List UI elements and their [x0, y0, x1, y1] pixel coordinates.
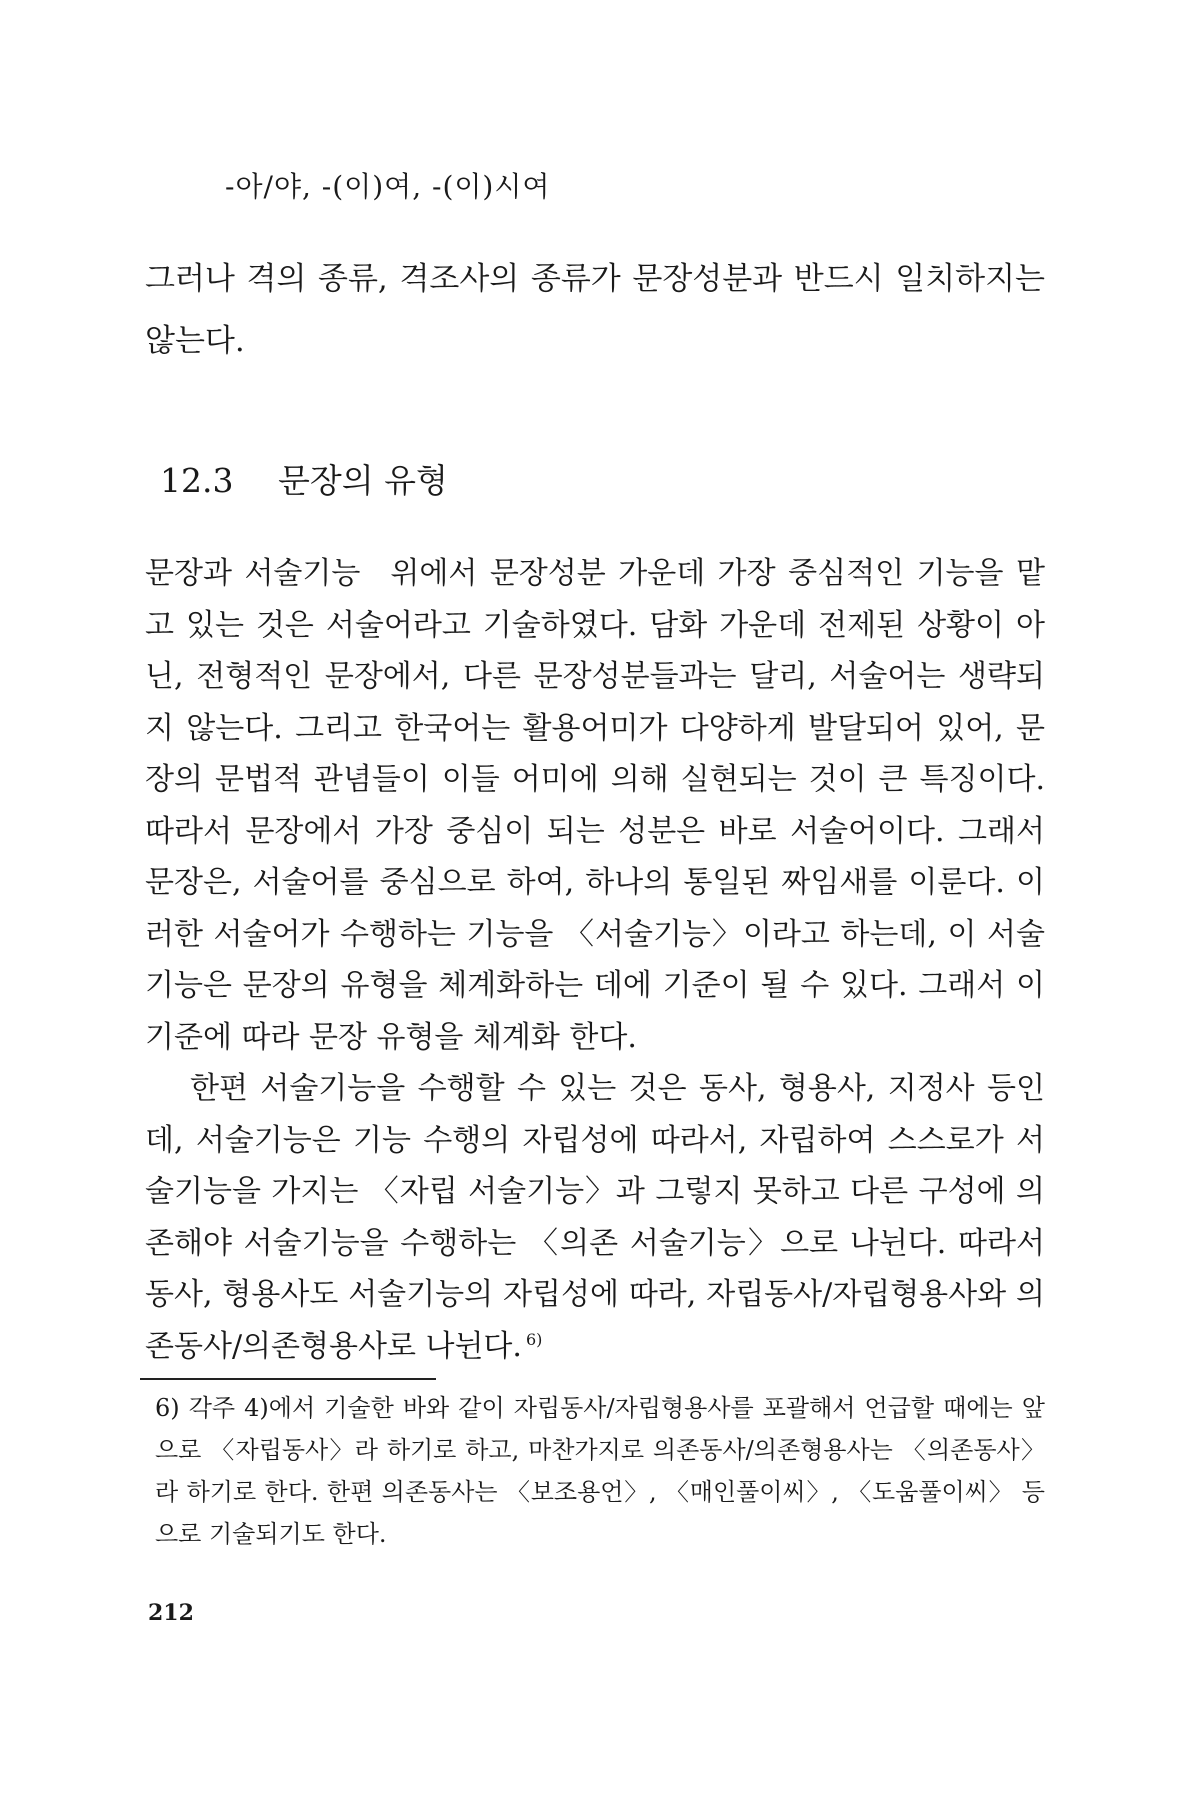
section-number: 12.3: [160, 461, 234, 500]
intro-paragraph: 그러나 격의 종류, 격조사의 종류가 문장성분과 반드시 일치하지는 않는다.: [145, 261, 1045, 359]
body-paragraph-2-text: 한편 서술기능을 수행할 수 있는 것은 동사, 형용사, 지정사 등인데, 서술기능은 기능 수행의 자립성에 따라서, 자립하여 스스로가 서술기능을 가지는 〈자립 서술기능〉과 그렇지 못하고 다른 구성에 의존해야 서술기능을 수행하는 〈의존 서술기능〉으로 나뉜다. 따라서 동사, 형용사도 서술기능의 자립성에 따라, 자립동사/자립형용사와 의존동사/의존형용사로 나뉜다.: [145, 1071, 1045, 1364]
body-paragraph-1: [145, 548, 1045, 1063]
run-in-heading: 문장과 서술기능: [145, 556, 361, 591]
section-title: 문장의 유형: [277, 461, 448, 500]
vocative-particles-line: -아/야, -(이)여, -(이)시여: [225, 170, 551, 203]
page-number: 212: [148, 1600, 194, 1626]
body-paragraph-1-text: 위에서 문장성분 가운데 가장 중심적인 기능을 맡고 있는 것은 서술어라고 기술하였다. 담화 가운데 전제된 상황이 아닌, 전형적인 문장에서, 다른 문장성분들과는 달리, 서술어는 생략되지 않는다. 그리고 한국어는 활용어미가 다양하게 발달되어 있어, 문장의 문법적 관념들이 이들 어미에 의해 실현되는 것이 큰 특징이다. 따라서 문장에서 가장 중심이 되는 성분은 바로 서술어이다. 그래서 문장은, 서술어를 중심으로 하여, 하나의 통일된 짜임새를 이룬다. 이러한 서술어가 수행하는 기능을 〈서술기능〉이라고 하는데, 이 서술기능은 문장의 유형을 체계화하는 데에 기준이 될 수 있다. 그래서 이 기준에 따라 문장 유형을 체계화 한다.: [145, 556, 1045, 1055]
footnote-6: 6) 각주 4)에서 기술한 바와 같이 자립동사/자립형용사를 포괄해서 언급할 때에는 앞으로 〈자립동사〉라 하기로 하고, 마찬가지로 의존동사/의존형용사는 〈의존동사〉라 하기로 한다. 한편 의존동사는 〈보조용언〉, 〈매인풀이씨〉, 〈도움풀이씨〉 등으로 기술되기도 한다.: [155, 1394, 1045, 1548]
footnote-divider: [140, 1378, 436, 1380]
section-heading: [160, 455, 448, 502]
body-text: [145, 548, 1045, 1372]
footnote-reference: 6): [525, 1329, 543, 1349]
body-paragraph-2: [145, 1063, 1045, 1372]
